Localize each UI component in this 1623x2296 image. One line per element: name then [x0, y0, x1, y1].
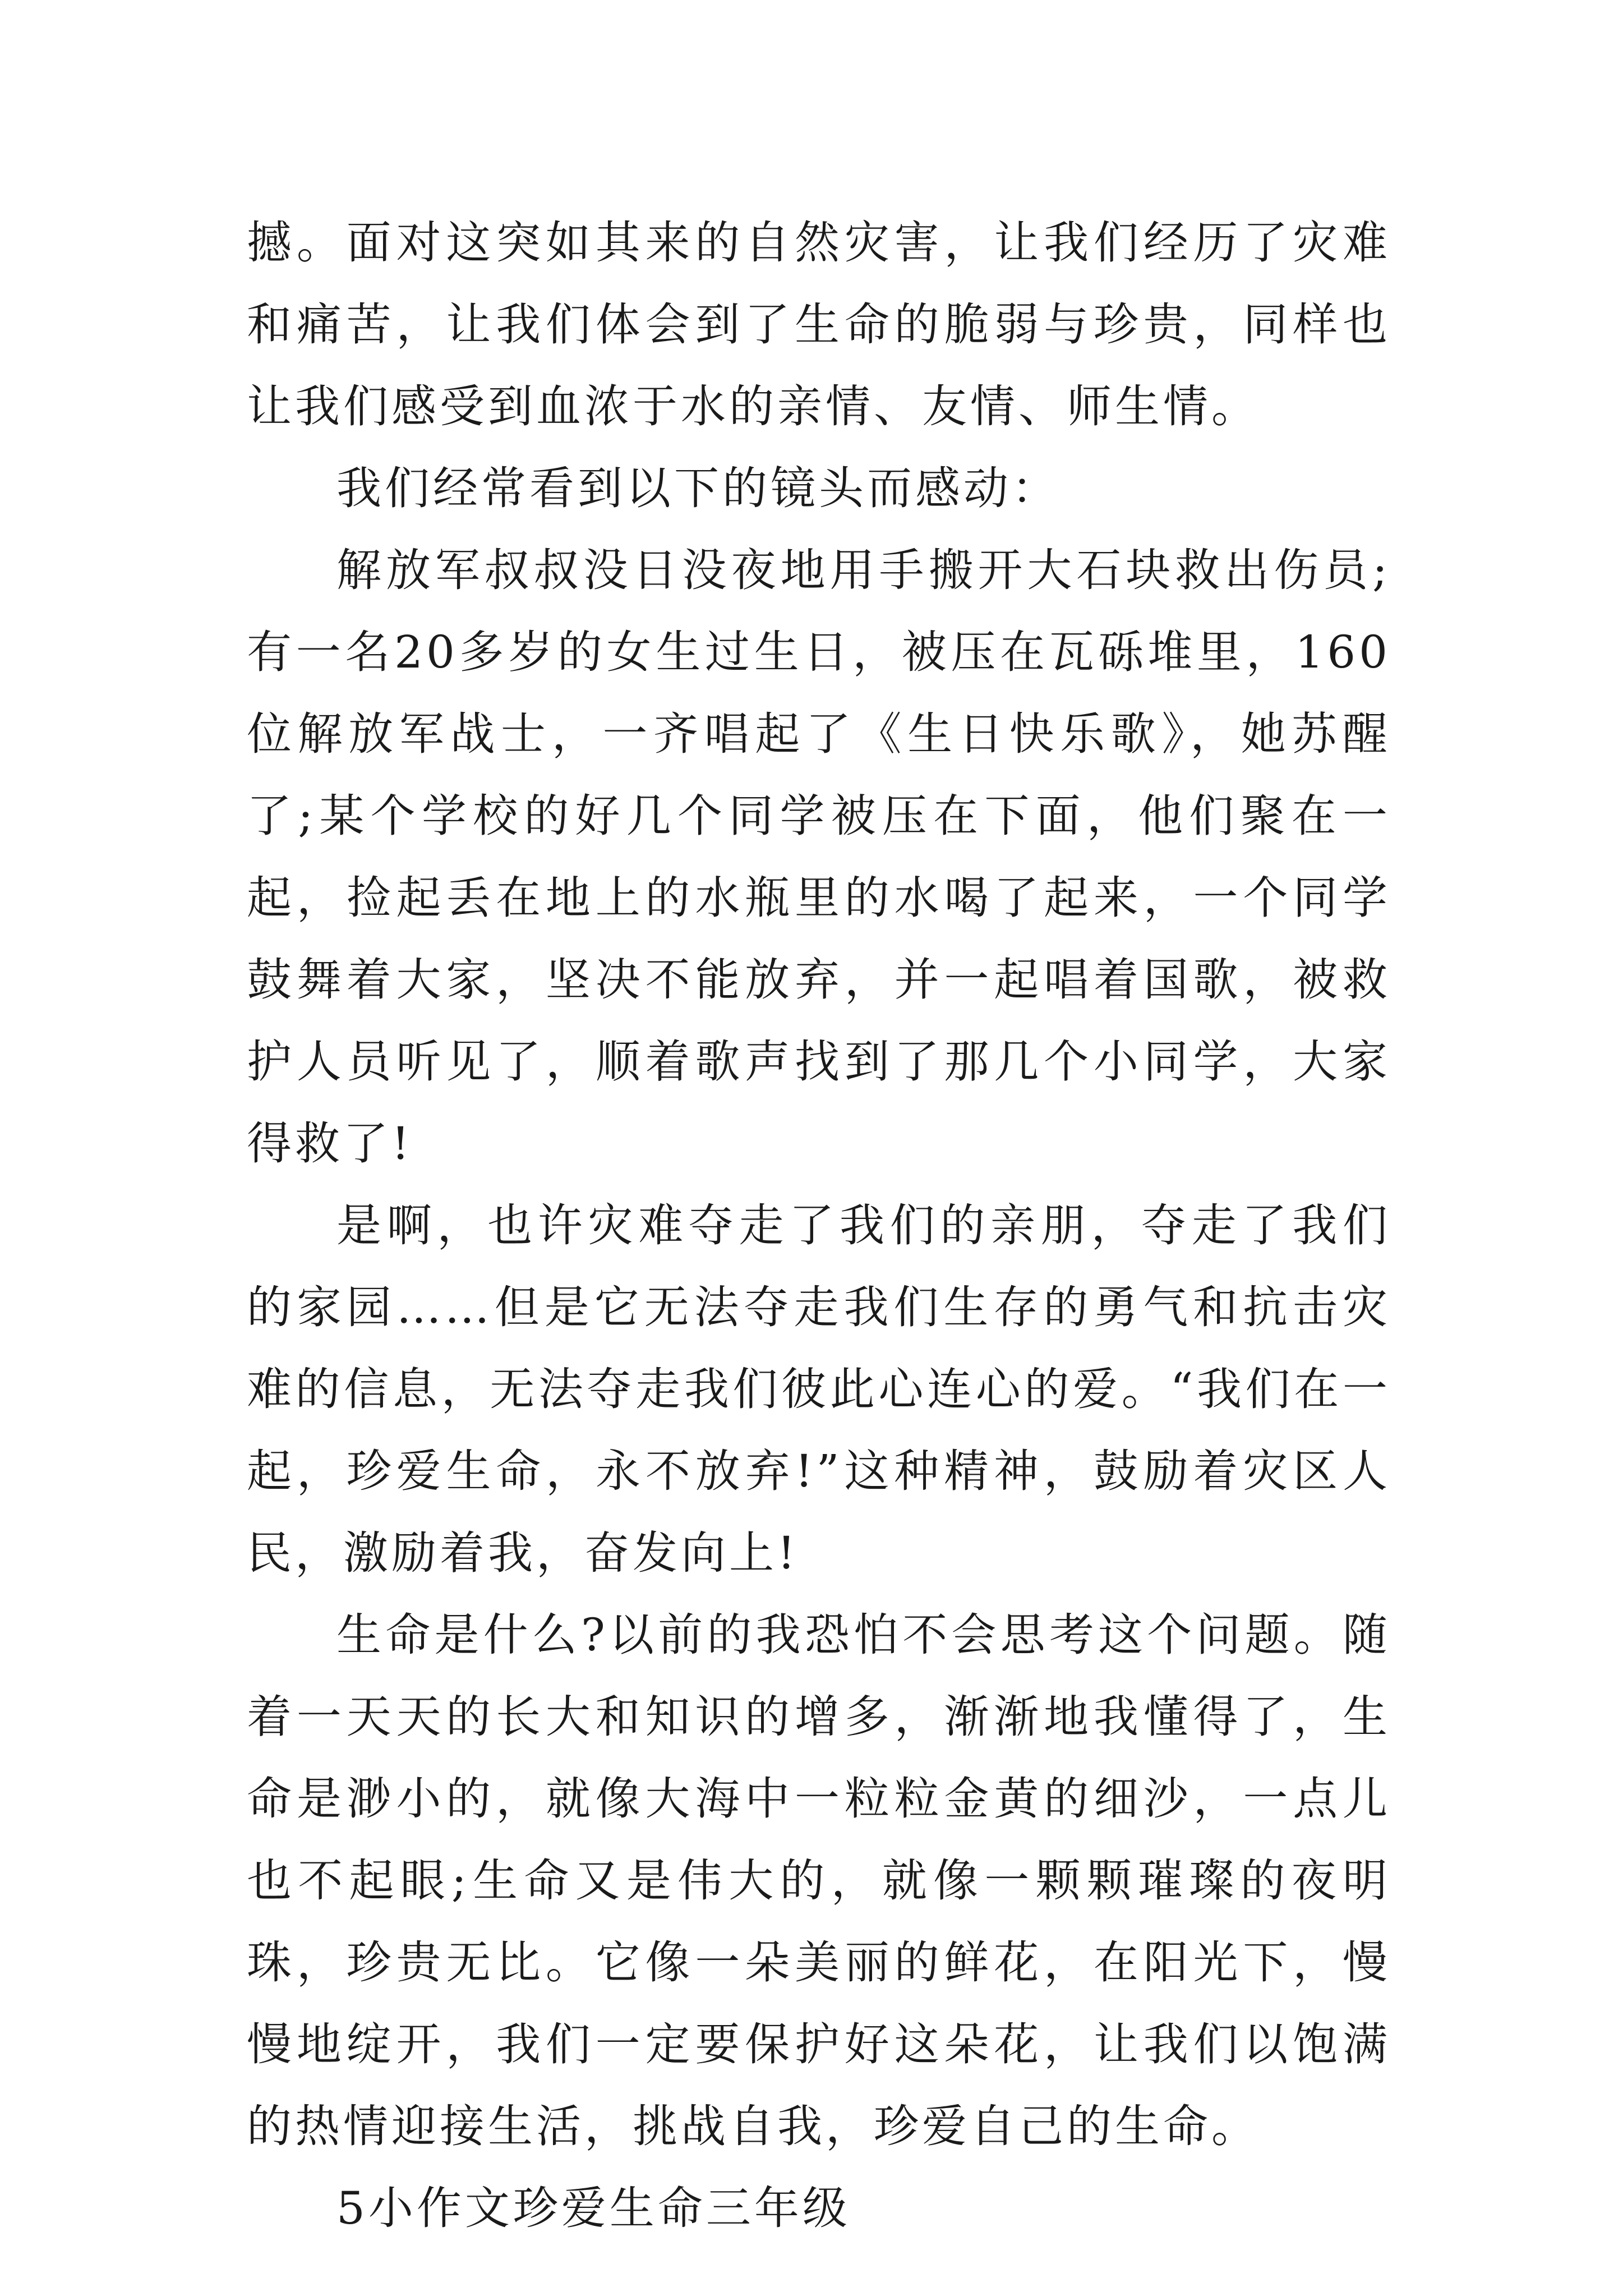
paragraph-what-is-life: 生命是什么?以前的我恐怕不会思考这个问题。随着一天天的长大和知识的增多，渐渐地我懂得了，生命是渺小的，就像大海中一粒粒金黄的细沙，一点儿也不起眼;生命又是伟大的，就像一颗颗璀璨的夜明珠，珍贵无比。它像一朵美丽的鲜花，在阳光下，慢慢地绽开，我们一定要保护好这朵花，让我们以饱满的热情迎接生活，挑战自我，珍爱自己的生命。	[247, 1609, 1391, 2152]
document-body	[247, 202, 1391, 2249]
paragraph-rescue-scenes: 解放军叔叔没日没夜地用手搬开大石块救出伤员;有一名20多岁的女生过生日，被压在瓦砾堆里，160位解放军战士，一齐唱起了《生日快乐歌》，她苏醒了;某个学校的好几个同学被压在下面，他们聚在一起，捡起丢在地上的水瓶里的水喝了起来，一个同学鼓舞着大家，坚决不能放弃，并一起唱着国歌，被救护人员听见了，顺着歌声找到了那几个小同学，大家得救了!	[247, 544, 1391, 1170]
paragraph-intro: 我们经常看到以下的镜头而感动：	[336, 462, 1060, 514]
paragraph-courage: 是啊，也许灾难夺走了我们的亲朋，夺走了我们的家园……但是它无法夺走我们生存的勇气和抗击灾难的信息，无法夺走我们彼此心连心的爱。“我们在一起，珍爱生命，永不放弃!”这种精神，鼓励着灾区人民，激励着我，奋发向上!	[247, 1199, 1391, 1579]
paragraph-continuation: 撼。面对这突如其来的自然灾害，让我们经历了灾难和痛苦，让我们体会到了生命的脆弱与珍贵，同样也让我们感受到血浓于水的亲情、友情、师生情。	[247, 217, 1391, 432]
section-heading: 5小作文珍爱生命三年级	[336, 2182, 851, 2234]
